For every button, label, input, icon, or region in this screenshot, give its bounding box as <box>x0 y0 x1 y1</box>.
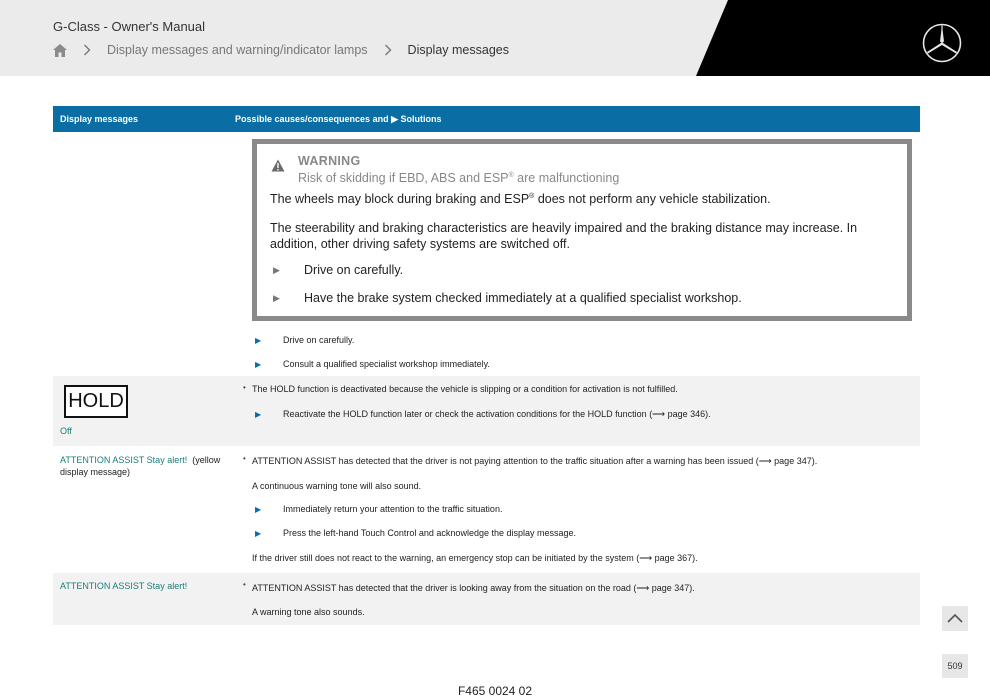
column-header-causes-solutions: Possible causes/consequences and ▶ Solutions <box>235 114 442 124</box>
table-row-hold <box>53 376 920 446</box>
triangle-right-icon: ▶ <box>255 336 262 345</box>
warning-bullet-1: ▶ Drive on carefully. <box>273 263 404 277</box>
solution-consult-workshop: Consult a qualified specialist workshop immediately. <box>283 359 490 369</box>
warning-title: WARNING <box>298 154 361 168</box>
warning-subtitle: Risk of skidding if EBD, ABS and ESP® are malfunctioning <box>298 171 620 185</box>
attention-note: A warning tone also sounds. <box>252 607 365 617</box>
attention-note: A continuous warning tone will also sound. <box>252 481 422 491</box>
warning-bullet-2: ▶ Have the brake system checked immediately at a qualified specialist workshop. <box>273 291 742 305</box>
triangle-right-icon: ▶ <box>255 529 262 538</box>
warning-box <box>252 139 912 321</box>
chevron-up-icon <box>942 606 968 631</box>
scroll-to-top-button[interactable] <box>942 606 968 631</box>
chevron-right-icon <box>81 44 93 56</box>
figure-code: F465 0024 02 <box>457 684 533 698</box>
attention-message-label-cont: display message) <box>60 467 131 477</box>
bullet-dot: • <box>243 454 246 463</box>
attention-solution-2: Press the left-hand Touch Control and acknowledge the display message. <box>283 528 577 538</box>
app-title: G-Class - Owner's Manual <box>53 19 206 34</box>
triangle-right-icon: ▶ <box>273 293 280 303</box>
column-header-display-messages: Display messages <box>60 114 139 124</box>
warning-triangle-icon <box>271 159 285 172</box>
home-icon[interactable] <box>53 44 67 57</box>
breadcrumb <box>53 42 509 58</box>
attention-message-label: ATTENTION ASSIST Stay alert! <box>60 581 188 591</box>
warning-paragraph-1: The wheels may block during braking and ESP® does not perform any vehicle stabilization. <box>270 192 771 206</box>
attention-cause: ATTENTION ASSIST has detected that the driver is not paying attention to the traffic situation after a warning has been issued (⟶ page 347). <box>252 456 818 466</box>
attention-solution-1: Immediately return your attention to the traffic situation. <box>283 504 503 514</box>
hold-cause: The HOLD function is deactivated because the vehicle is slipping or a condition for activation is not fulfilled. <box>252 384 678 394</box>
triangle-right-icon: ▶ <box>255 505 262 514</box>
attention-cause: ATTENTION ASSIST has detected that the driver is looking away from the situation on the road (⟶ page 347). <box>252 583 695 593</box>
triangle-right-icon: ▶ <box>255 360 262 369</box>
warning-paragraph-2: The steerability and braking characteristics are heavily impaired and the braking distance may increase. In addition, other driving safety systems are switched off. <box>270 221 858 251</box>
triangle-right-icon: ▶ <box>273 265 280 275</box>
page-number-button[interactable]: 509 <box>942 654 968 678</box>
hold-solution: Reactivate the HOLD function later or check the activation conditions for the HOLD function (⟶ page 346). <box>283 409 711 419</box>
attention-note-2: If the driver still does not react to the warning, an emergency stop can be initiated by the system (⟶ page 367). <box>252 553 698 563</box>
hold-display-symbol: HOLD <box>64 385 128 418</box>
breadcrumb-item-current: Display messages <box>407 43 509 57</box>
table-row-attention-assist-yellow <box>53 447 920 573</box>
table-header <box>53 106 920 132</box>
hold-state: Off <box>60 426 72 436</box>
table-row-attention-assist <box>53 573 920 625</box>
breadcrumb-item-display-messages-lamps[interactable]: Display messages and warning/indicator lamps <box>107 43 368 57</box>
attention-message-label: ATTENTION ASSIST Stay alert! (yellow <box>60 455 221 465</box>
bullet-dot: • <box>243 383 246 392</box>
bullet-dot: • <box>243 580 246 589</box>
solution-drive-carefully: Drive on carefully. <box>283 335 355 345</box>
chevron-right-icon <box>382 44 394 56</box>
mercedes-star-logo[interactable] <box>921 22 963 64</box>
triangle-right-icon: ▶ <box>255 410 262 419</box>
